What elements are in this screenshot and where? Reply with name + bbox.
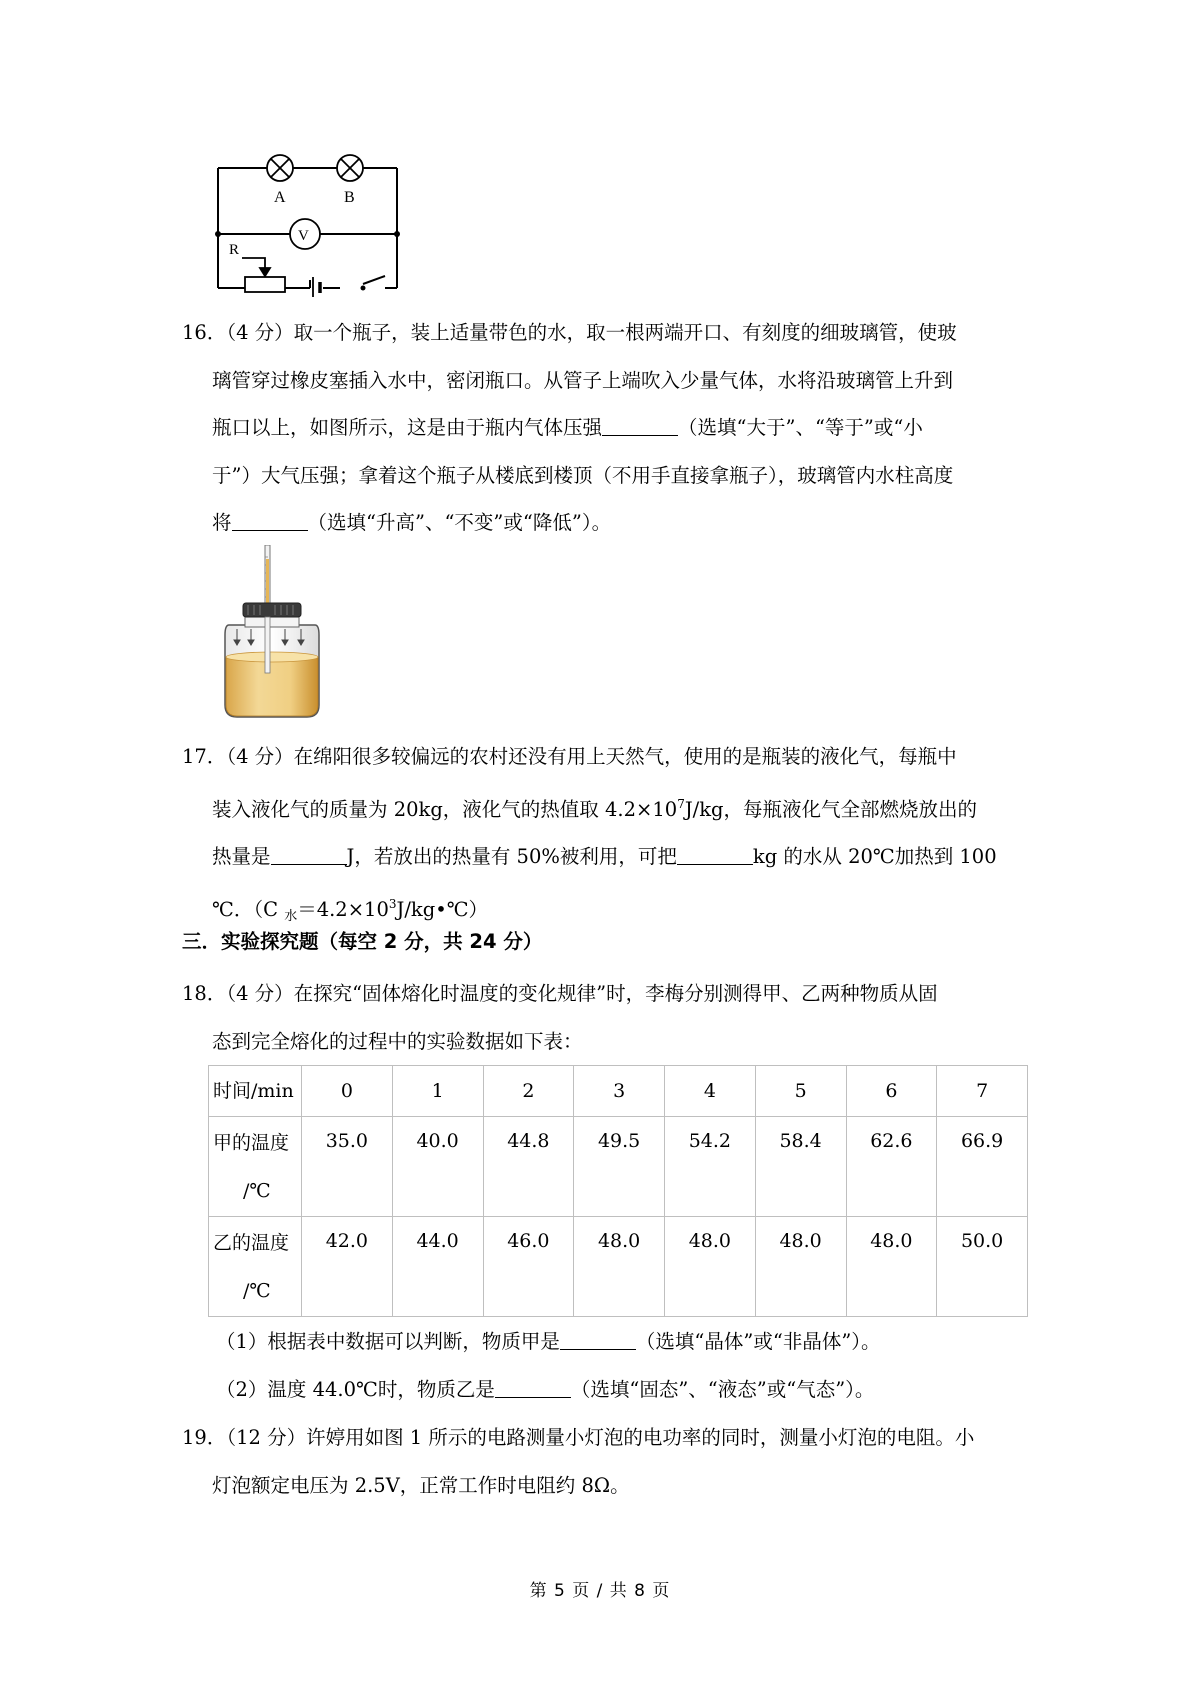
lamp-b-icon: [337, 155, 363, 181]
liquid: [226, 653, 318, 716]
table-row-label: [209, 1217, 302, 1317]
q18-sub-2: [216, 1366, 1036, 1414]
table-header-row: [209, 1066, 1028, 1117]
q17-line-3: [182, 833, 1028, 881]
page-footer: 第 5 页 / 共 8 页: [529, 1581, 671, 1601]
section-heading: 三．实验探究题（每空 2 分，共 24 分）: [182, 930, 543, 953]
row-label-unit: /℃: [243, 1179, 271, 1202]
q17-line-2b: J/kg，每瓶液化气全部燃烧放出的: [684, 797, 978, 821]
table-cell: 48.0: [846, 1217, 937, 1317]
subscript: 水: [284, 908, 298, 924]
table-row-label: [209, 1117, 302, 1217]
q17-line-4c: J/kg•℃）: [396, 897, 489, 921]
answer-blank[interactable]: [677, 844, 753, 865]
data-table: [208, 1065, 1028, 1317]
table-cell: 66.9: [937, 1117, 1028, 1217]
table-header-cell: 7: [937, 1066, 1028, 1117]
exponent: 7: [677, 796, 685, 811]
table-header-cell: 3: [574, 1066, 665, 1117]
table-header-cell: 时间/min: [209, 1066, 302, 1117]
question-18-subparts: [216, 1318, 1036, 1413]
question-16: [182, 309, 1028, 547]
table-header-cell: 6: [846, 1066, 937, 1117]
q16-line-5-tail: （选填“升高”、“不变”或“降低”）。: [307, 511, 612, 534]
q17-line-2a: 装入液化气的质量为 20kg，液化气的热值取 4.2×10: [212, 797, 678, 821]
answer-blank[interactable]: [271, 844, 347, 865]
q18-sub-1a: （1）根据表中数据可以判断，物质甲是: [216, 1330, 560, 1353]
lamp-a-label: A: [274, 189, 286, 206]
q16-line-4: 于”）大气压强；拿着这个瓶子从楼底到楼顶（不用手直接拿瓶子），玻璃管内水柱高度: [212, 463, 954, 487]
q17-line-3b: J，若放出的热量有 50%被利用，可把: [346, 845, 677, 868]
table-cell: 35.0: [302, 1117, 393, 1217]
q16-line-3: [182, 404, 1028, 452]
question-17: [182, 733, 1028, 940]
q16-line-2: 璃管穿过橡皮塞插入水中，密闭瓶口。从管子上端吹入少量气体，水将沿玻璃管上升到: [212, 368, 954, 392]
table-cell: 58.4: [755, 1117, 846, 1217]
table-header-cell: 4: [665, 1066, 756, 1117]
answer-blank[interactable]: [560, 1329, 636, 1350]
junction-left: [215, 231, 221, 237]
battery-icon: [313, 277, 320, 297]
lamp-a-icon: [267, 155, 293, 181]
answer-blank[interactable]: [232, 510, 308, 531]
junction-right: [394, 231, 400, 237]
table-header-cell: 2: [483, 1066, 574, 1117]
table-cell: 48.0: [574, 1217, 665, 1317]
question-18: [182, 970, 1028, 1065]
table-row: [209, 1217, 1028, 1317]
q18-sub-1: [216, 1318, 1036, 1366]
table-cell: 49.5: [574, 1117, 665, 1217]
q17-line-4b: ＝4.2×10: [297, 897, 389, 921]
table-header-cell: 1: [392, 1066, 483, 1117]
table-cell: 62.6: [846, 1117, 937, 1217]
row-label-unit: /℃: [243, 1279, 271, 1302]
question-19: [182, 1414, 1028, 1509]
q16-line-3-text: 瓶口以上，如图所示，这是由于瓶内气体压强: [212, 416, 603, 439]
row-label-line: 乙的温度: [213, 1231, 290, 1254]
q17-line-3a: 热量是: [212, 845, 271, 868]
q17-line-1: 17．（4 分）在绵阳很多较偏远的农村还没有用上天然气，使用的是瓶装的液化气，每瓶中: [182, 745, 957, 768]
table-cell: 44.8: [483, 1117, 574, 1217]
table-cell: 50.0: [937, 1217, 1028, 1317]
q16-line-1: 16．（4 分）取一个瓶子，装上适量带色的水，取一根两端开口、有刻度的细玻璃管，使玻: [182, 321, 957, 344]
q18-sub-2b: （选填“固态”、“液态”或“气态”）。: [570, 1377, 875, 1401]
q17-line-3c: kg 的水从 20℃加热到 100: [752, 845, 997, 868]
table-cell: 44.0: [392, 1217, 483, 1317]
exponent: 3: [388, 896, 397, 911]
table-header-cell: 0: [302, 1066, 393, 1117]
table-header-cell: 5: [755, 1066, 846, 1117]
q19-line-2: 灯泡额定电压为 2.5V，正常工作时电阻约 8Ω。: [212, 1473, 630, 1497]
q16-line-5-text: 将: [212, 511, 232, 534]
row-label-line: 甲的温度: [213, 1131, 290, 1154]
switch-icon: [361, 286, 366, 291]
bottle-figure: [215, 545, 330, 725]
q18-sub-2a: （2）温度 44.0℃时，物质乙是: [216, 1377, 495, 1401]
rubber-stopper: [243, 603, 301, 617]
table-cell: 48.0: [755, 1217, 846, 1317]
voltmeter-icon: [290, 219, 320, 249]
q17-line-4a: ℃．（C: [212, 897, 285, 921]
table-cell: 42.0: [302, 1217, 393, 1317]
voltmeter-label: V: [298, 228, 309, 244]
table-cell: 48.0: [665, 1217, 756, 1317]
rheostat-label: R: [229, 242, 240, 258]
table-cell: 40.0: [392, 1117, 483, 1217]
q18-sub-1b: （选填“晶体”或“非晶体”）。: [635, 1330, 881, 1353]
lamp-b-label: B: [344, 189, 355, 206]
answer-blank[interactable]: [602, 415, 678, 436]
table-row: [209, 1117, 1028, 1217]
circuit-diagram: [205, 150, 410, 300]
answer-blank[interactable]: [495, 1377, 571, 1398]
q17-line-2: [182, 781, 1028, 834]
q16-line-3-tail: （选填“大于”、“等于”或“小: [678, 416, 923, 439]
rheostat-icon: [242, 258, 285, 292]
table-cell: 46.0: [483, 1217, 574, 1317]
q16-line-5: [182, 499, 1028, 547]
q18-line-2: 态到完全熔化的过程中的实验数据如下表：: [212, 1029, 583, 1053]
q18-line-1: 18．（4 分）在探究“固体熔化时温度的变化规律”时，李梅分别测得甲、乙两种物质从固: [182, 982, 938, 1005]
table-cell: 54.2: [665, 1117, 756, 1217]
q19-line-1: 19．（12 分）许婷用如图 1 所示的电路测量小灯泡的电功率的同时，测量小灯泡的电阻。小: [182, 1426, 975, 1449]
